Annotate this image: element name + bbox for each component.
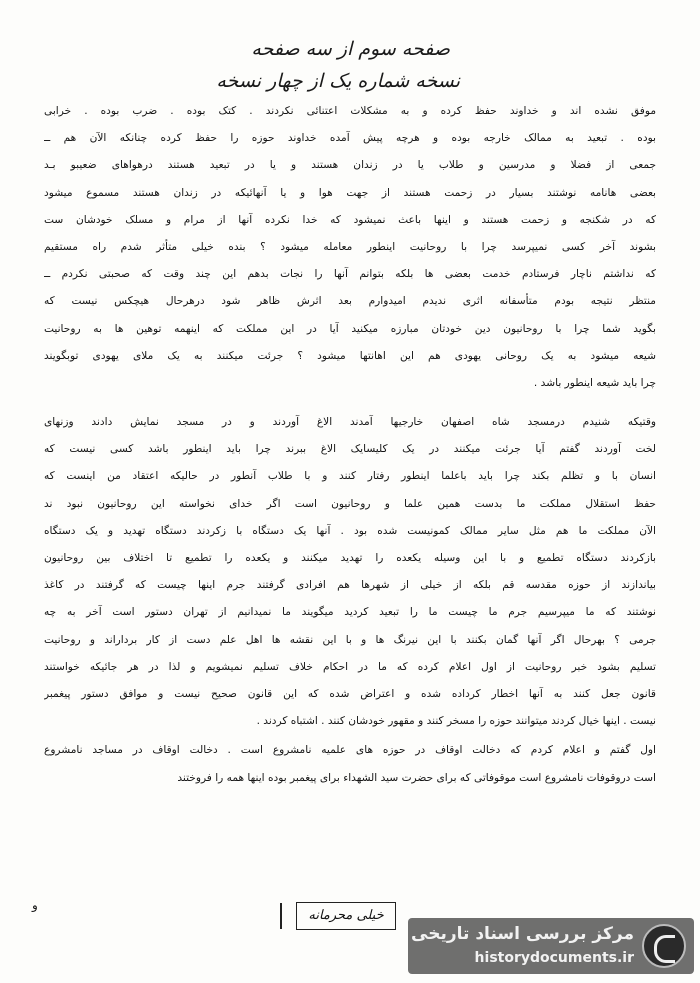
text-line: موفق نشده اند و خداوند حفظ کرده و به مشکلات اعتنائی نکردند . کتک بوده . ضرب بوده . خرابی bbox=[44, 105, 656, 117]
text-line: بازکردند دستگاه تطمیع و با این وسیله یکعده را تهدید میکنند و یکعده را تطمیع تا اختلاف بین روحانیون bbox=[44, 552, 656, 564]
confidential-stamp: خیلی محرمانه bbox=[296, 902, 396, 930]
text-line: بیاندازند از حوزه مقدسه قم بلکه از خیلی از شهرها هم افرادی گرفتند جرم اینها چیست که گرفتند در کاغذ bbox=[44, 579, 656, 592]
letter-body bbox=[44, 98, 656, 792]
document-center-logo-icon bbox=[642, 924, 686, 968]
text-line: بگوید شما چرا با روحانیون دین خودتان مبارزه میکنید آیا در این مملکت که اینهمه توهین ها به روحانیت bbox=[44, 322, 656, 335]
handwritten-copy-note: نسخه شماره یک از چهار نسخه bbox=[216, 70, 460, 92]
paragraph-1 bbox=[44, 98, 656, 397]
text-line: بشوند آخر کسی نمیپرسد چرا با روحانیت اینطور معامله میشود ؟ بنده خیلی متأثر شدم راه مستقیم bbox=[44, 240, 656, 253]
text-line: جمعی از فضلا و مدرسین و طلاب یا در زندان هستند و یا در تبعید هستند درهواهای ضعیبو بـد bbox=[44, 159, 656, 172]
text-line: وقتیکه شنیدم درمسجد شاه اصفهان خارجیها آمدند الاغ آوردند و در مسجد نمایش دادند وزنهای bbox=[44, 416, 656, 429]
watermark-banner bbox=[408, 918, 694, 974]
text-line: بوده . تبعید به ممالک خارجه بوده و هرچه پیش آمده خداوند حوزه را حفظ کرده چنانکه الآن هم ــ bbox=[44, 132, 656, 145]
text-line: چرا باید شیعه اینطور باشد . bbox=[533, 376, 656, 389]
text-line: شیعه میشود به یک روحانی یهودی هم این اهانتها میشود ؟ جرئت میکنند به یک ملای یهودی توبگویند bbox=[44, 349, 656, 362]
text-line: تسلیم بشود خبر روحانیت از اول اعلام کرده که ما در احکام خلاف تسلیم نمیشویم و لذا در هر جائیکه خواستند bbox=[44, 660, 656, 673]
handwritten-page-note: صفحه سوم از سه صفحه bbox=[251, 38, 450, 60]
text-line: قانون جعل کنند به آنها اخطار کرداده شده و اعتراض شده که این قانون صحیح نیست و موافق دستور پیغمبر bbox=[44, 687, 656, 700]
text-line: که در شکنجه و زحمت هستند و اینها باعث نمیشود که خدا نکرده آنها از مرام و مسلک خودشان ست bbox=[44, 213, 656, 226]
paragraph-3 bbox=[44, 737, 656, 791]
text-line: حفظ استقلال مملکت ما بدست همین علما و روحانیون است اگر خدای نخواسته این روحانیون نبود ند bbox=[44, 497, 656, 510]
text-line: نیست . اینها خیال کردند میتوانند حوزه را مسخر کنند و مقهور خودشان کنند . اشتباه کردند . bbox=[256, 715, 656, 728]
text-line: بعضی هانامه نوشتند بسیار در زحمت هستند از جهت هوا و یا آنهائیکه در زندان هستند مسموع میشود bbox=[44, 186, 656, 199]
text-line: منتظر نتیجه بودم متأسفانه اثری ندیدم امیدوارم بعد اثرش ظاهر شود درهرحال هیچکس نیست که bbox=[44, 295, 656, 308]
text-line: نوشتند که ما میپرسیم جرم ما چیست ما را تبعید کردید میگویند ما نمیدانیم از تهران دستور است آخر به چه bbox=[44, 606, 656, 619]
text-line: الآن مملکت ما هم مثل سایر ممالک کمونیست شده بود . آنها یک دستگاه با زکردند دستگاه تهدید و یک دستگاه bbox=[44, 524, 656, 537]
text-line: جرمی ؟ بهرحال اگر آنها گمان بکنند با این نیرنگ ها و با این نقشه ها اهل علم دست از کار برداراند و روحانیت bbox=[44, 633, 656, 646]
text-line: لخت آوردند گفتم آیا جرئت میکنند در یک کلیسایک الاغ ببرند چرا باید اینطور باشد کسی نیست که bbox=[44, 443, 656, 456]
paragraph-2 bbox=[44, 409, 656, 735]
watermark-url: historydocuments.ir bbox=[474, 950, 634, 966]
continuation-mark: و bbox=[32, 898, 38, 912]
text-line: انسان با و تظلم بکند چرا باید باعلما اینطور رفتار کنند و با طلاب آنطور در حالیکه اعتقاد من اینست که bbox=[44, 470, 656, 483]
stamp-tick-mark bbox=[280, 903, 292, 929]
watermark-title: مرکز بررسی اسناد تاریخی bbox=[411, 924, 634, 944]
text-line: که نداشتم ناچار فرستادم خدمت بعضی ها بلکه بتوانم آنها را نجات بدهم این چند وقت که صحبتی نکردم ــ bbox=[44, 268, 656, 281]
text-line: است دروقوفات نامشروع است موقوفاتی که برای حضرت سید الشهداء برای پیغمبر بوده اینها همه را فروختند bbox=[177, 771, 656, 784]
text-line: اول گفتم و اعلام کردم که دخالت اوقاف در حوزه های علمیه نامشروع است . دخالت اوقاف در مساجد نامشروع bbox=[44, 744, 656, 757]
